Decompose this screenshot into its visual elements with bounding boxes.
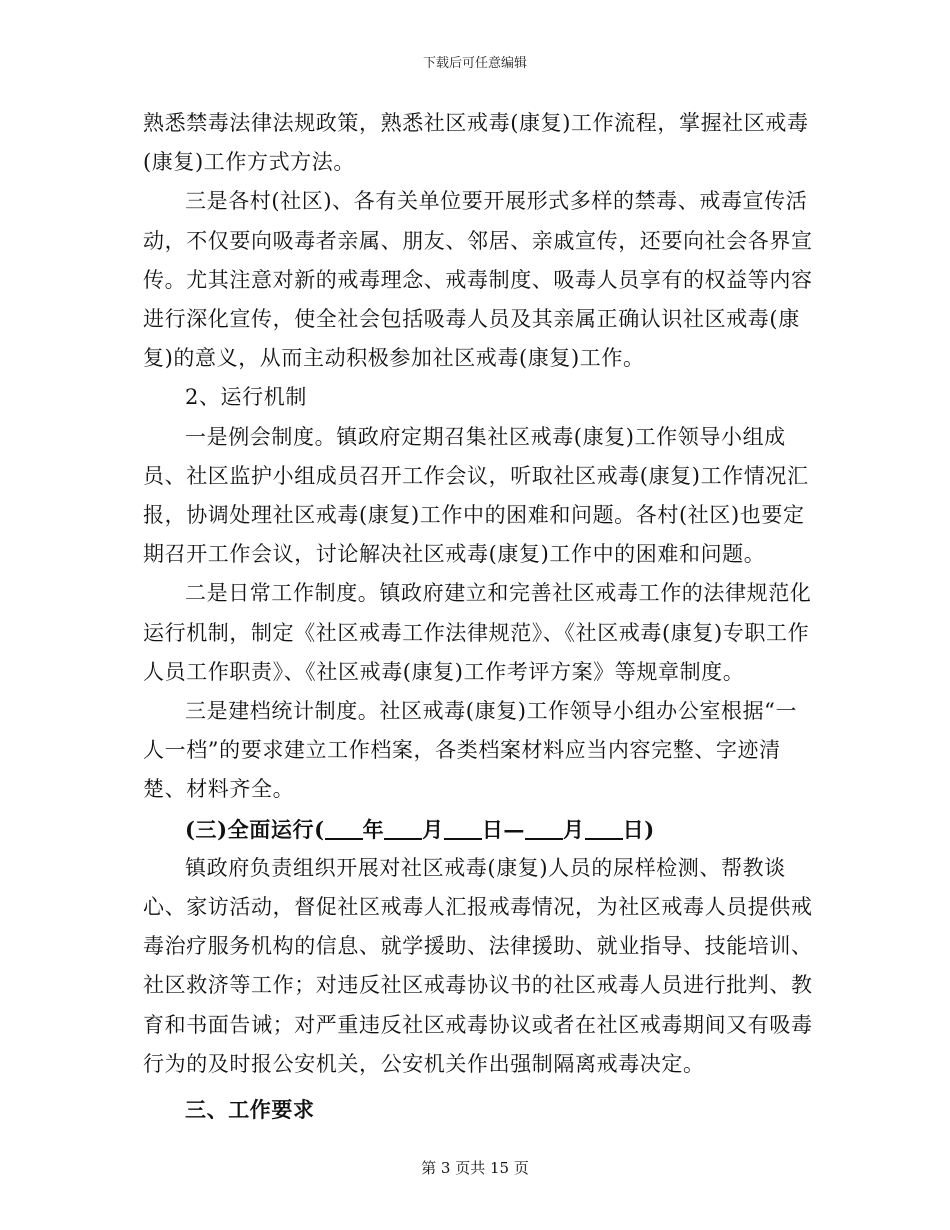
year-blank: [325, 817, 363, 840]
heading-operating-mechanism: 2、运行机制: [185, 385, 307, 410]
day-start-blank: [444, 817, 482, 840]
paragraph-full-operation: 镇政府负责组织开展对社区戒毒(康复)人员的尿样检测、帮教谈心、家访活动，督促社区戒毒人汇报戒毒情况，为社区戒毒人员提供戒毒治疗服务机构的信息、就学援助、法律援助、就业指导、技能培训、社区救济等工作；对违反社区戒毒协议书的社区戒毒人员进行批判、教育和书面告诫；对严重违反社区戒毒协议或者在社区戒毒期间又有吸毒行为的及时报公安机关，公安机关作出强制隔离戒毒决定。: [143, 855, 813, 1076]
heading-work-requirements: 三、工作要求: [185, 1097, 315, 1123]
day-end-blank: [585, 817, 623, 840]
day-start-label: 日—: [481, 816, 526, 842]
heading-full-operation: [143, 810, 815, 849]
month-end-blank: [525, 817, 563, 840]
month-start-label: 月: [422, 816, 444, 842]
heading-full-operation-prefix: (三)全面运行(: [185, 816, 325, 842]
paragraph-familiarize: 熟悉禁毒法律法规政策，熟悉社区戒毒(康复)工作流程，掌握社区戒毒(康复)工作方式方法。: [143, 111, 809, 175]
paragraph-archive-system: 三是建档统计制度。社区戒毒(康复)工作领导小组办公室根据“一人一档”的要求建立工作档案，各类档案材料应当内容完整、字迹清楚、材料齐全。: [143, 699, 798, 802]
month-end-label: 月: [563, 816, 585, 842]
document-body: [143, 104, 815, 1129]
paragraph-daily-work-system: 二是日常工作制度。镇政府建立和完善社区戒毒工作的法律规范化运行机制，制定《社区戒毒工作法律规范》、《社区戒毒(康复)专职工作人员工作职责》、《社区戒毒(康复)工作考评方案》等规章制度。: [143, 581, 812, 684]
day-end-label: 日): [622, 816, 655, 842]
year-label: 年: [362, 816, 385, 842]
page-header: 下载后可任意编辑: [422, 56, 527, 71]
page-footer: 第 3 页共 15 页: [421, 1159, 529, 1177]
month-start-blank: [384, 817, 422, 840]
paragraph-publicity: 三是各村(社区)、各有关单位要开展形式多样的禁毒、戒毒宣传活动，不仅要向吸毒者亲属、朋友、邻居、亲戚宣传，还要向社会各界宣传。尤其注意对新的戒毒理念、戒毒制度、吸毒人员享有的权益等内容进行深化宣传，使全社会包括吸毒人员及其亲属正确认识社区戒毒(康复)的意义，从而主动积极参加社区戒毒(康复)工作。: [143, 189, 813, 371]
paragraph-meeting-system: 一是例会制度。镇政府定期召集社区戒毒(康复)工作领导小组成员、社区监护小组成员召开工作会议，听取社区戒毒(康复)工作情况汇报，协调处理社区戒毒(康复)工作中的困难和问题。各村(社区)也要定期召开工作会议，讨论解决社区戒毒(康复)工作中的困难和问题。: [143, 424, 809, 567]
